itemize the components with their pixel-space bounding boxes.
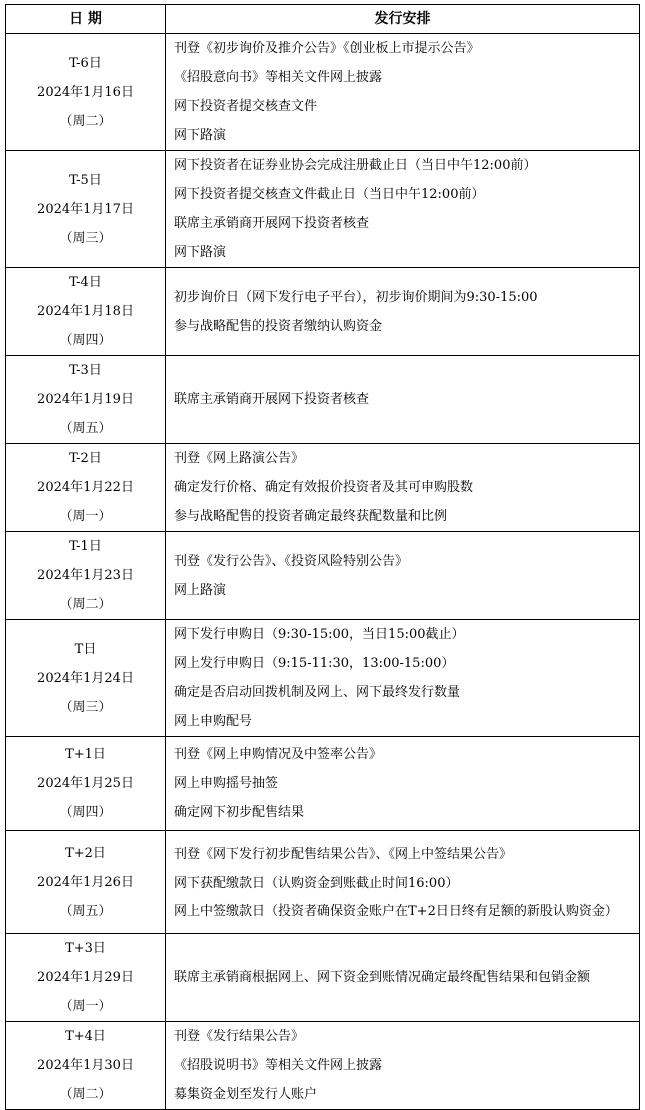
table-row [6, 356, 640, 444]
plan-item: 刊登《发行公告》、《投资风险特别公告》 [174, 553, 409, 569]
weekday: （周五） [59, 421, 112, 436]
weekday: （周四） [59, 805, 112, 820]
date-cell [6, 831, 166, 934]
date-cell [6, 151, 166, 268]
plan-cell [166, 151, 640, 268]
plan-item: 网下发行申购日（9:30-15:00，当日15:00截止） [174, 627, 465, 642]
day-label: T-6日 [69, 55, 102, 71]
date-cell [6, 356, 166, 444]
weekday: （周一） [59, 999, 112, 1014]
plan-item: 刊登《网上路演公告》 [174, 451, 305, 466]
plan-cell [166, 831, 640, 934]
table-row [6, 532, 640, 620]
weekday: （周三） [59, 230, 112, 246]
day-label: T+2日 [65, 845, 106, 861]
table-row [6, 1022, 640, 1110]
weekday: （周二） [59, 113, 112, 129]
date-column-header: 日 期 [6, 5, 166, 34]
plan-column-header: 发行安排 [166, 5, 640, 34]
plan-item: 确定发行价格、确定有效报价投资者及其可申购股数 [174, 480, 474, 495]
day-label: T-3日 [69, 363, 102, 378]
plan-item: 网上路演 [174, 582, 227, 598]
plan-item: 网上中签缴款日（投资者确保资金账户在T+2日日终有足额的新股认购资金） [174, 904, 618, 919]
plan-item: 刊登《初步询价及推介公告》《创业板上市提示公告》 [174, 41, 480, 56]
calendar-date: 2024年1月29日 [37, 970, 134, 985]
plan-cell [166, 444, 640, 532]
day-label: T-1日 [69, 539, 102, 554]
day-label: T-2日 [69, 451, 102, 466]
day-label: T+4日 [65, 1029, 106, 1044]
date-cell [6, 34, 166, 151]
calendar-date: 2024年1月22日 [37, 480, 134, 495]
date-cell [6, 620, 166, 737]
plan-item: 刊登《发行结果公告》 [174, 1029, 305, 1044]
calendar-date: 2024年1月23日 [37, 568, 134, 583]
date-cell [6, 444, 166, 532]
plan-item: 网下获配缴款日（认购资金到账截止时间16:00） [174, 876, 459, 891]
calendar-date: 2024年1月16日 [37, 84, 134, 100]
plan-item: 联席主承销商根据网上、网下资金到账情况确定最终配售结果和包销金额 [174, 970, 591, 985]
plan-cell [166, 268, 640, 356]
weekday: （周四） [59, 333, 112, 348]
day-label: T+3日 [65, 941, 106, 956]
plan-item: 参与战略配售的投资者缴纳认购资金 [174, 318, 383, 334]
plan-item: 《招股说明书》等相关文件网上披露 [174, 1058, 383, 1073]
plan-cell [166, 934, 640, 1022]
day-label: T日 [74, 641, 97, 657]
day-label: T+1日 [65, 747, 106, 762]
schedule-body [6, 34, 640, 1110]
issuance-schedule-table [5, 4, 640, 1110]
table-row [6, 831, 640, 934]
plan-item: 网下投资者提交核查文件截止日（当日中午12:00前） [174, 187, 485, 202]
calendar-date: 2024年1月19日 [37, 392, 134, 407]
table-row [6, 34, 640, 151]
plan-cell [166, 356, 640, 444]
plan-item: 联席主承销商开展网下投资者核查 [174, 216, 370, 231]
date-cell [6, 1022, 166, 1110]
weekday: （周三） [59, 699, 112, 715]
plan-cell [166, 532, 640, 620]
weekday: （周二） [59, 1087, 112, 1102]
plan-item: 确定是否启动回拨机制及网上、网下最终发行数量 [174, 685, 461, 700]
weekday: （周五） [59, 903, 112, 919]
table-row [6, 737, 640, 831]
date-cell [6, 532, 166, 620]
calendar-date: 2024年1月17日 [37, 201, 134, 217]
table-header-row [6, 5, 640, 34]
table-row [6, 268, 640, 356]
plan-item: 《招股意向书》等相关文件网上披露 [174, 70, 383, 85]
calendar-date: 2024年1月18日 [37, 304, 134, 319]
calendar-date: 2024年1月26日 [37, 874, 134, 890]
plan-item: 网下路演 [174, 128, 227, 143]
day-label: T-5日 [69, 172, 102, 188]
plan-item: 初步询价日（网下发行电子平台），初步询价期间为9:30-15:00 [174, 289, 538, 305]
calendar-date: 2024年1月25日 [37, 776, 134, 791]
plan-item: 刊登《网下发行初步配售结果公告》、《网上中签结果公告》 [174, 847, 513, 862]
table-row [6, 620, 640, 737]
table-row [6, 151, 640, 268]
day-label: T-4日 [69, 275, 102, 290]
plan-item: 网下投资者在证券业协会完成注册截止日（当日中午12:00前） [174, 158, 537, 173]
plan-cell [166, 620, 640, 737]
table-row [6, 934, 640, 1022]
plan-cell [166, 1022, 640, 1110]
date-cell [6, 268, 166, 356]
plan-item: 参与战略配售的投资者确定最终获配数量和比例 [174, 509, 448, 524]
plan-item: 联席主承销商开展网下投资者核查 [174, 392, 370, 407]
plan-cell [166, 34, 640, 151]
weekday: （周一） [59, 509, 112, 524]
plan-item: 网上申购摇号抽签 [174, 776, 279, 791]
calendar-date: 2024年1月24日 [37, 670, 134, 686]
plan-item: 刊登《网上申购情况及中签率公告》 [174, 747, 383, 762]
date-cell [6, 934, 166, 1022]
plan-item: 确定网下初步配售结果 [174, 805, 305, 820]
plan-item: 募集资金划至发行人账户 [174, 1087, 318, 1102]
weekday: （周二） [59, 597, 112, 612]
plan-item: 网上申购配号 [174, 714, 253, 729]
calendar-date: 2024年1月30日 [37, 1058, 134, 1073]
plan-item: 网上发行申购日（9:15-11:30，13:00-15:00） [174, 656, 455, 671]
date-cell [6, 737, 166, 831]
plan-item: 网下路演 [174, 245, 227, 260]
table-row [6, 444, 640, 532]
plan-cell [166, 737, 640, 831]
plan-item: 网下投资者提交核查文件 [174, 99, 318, 114]
